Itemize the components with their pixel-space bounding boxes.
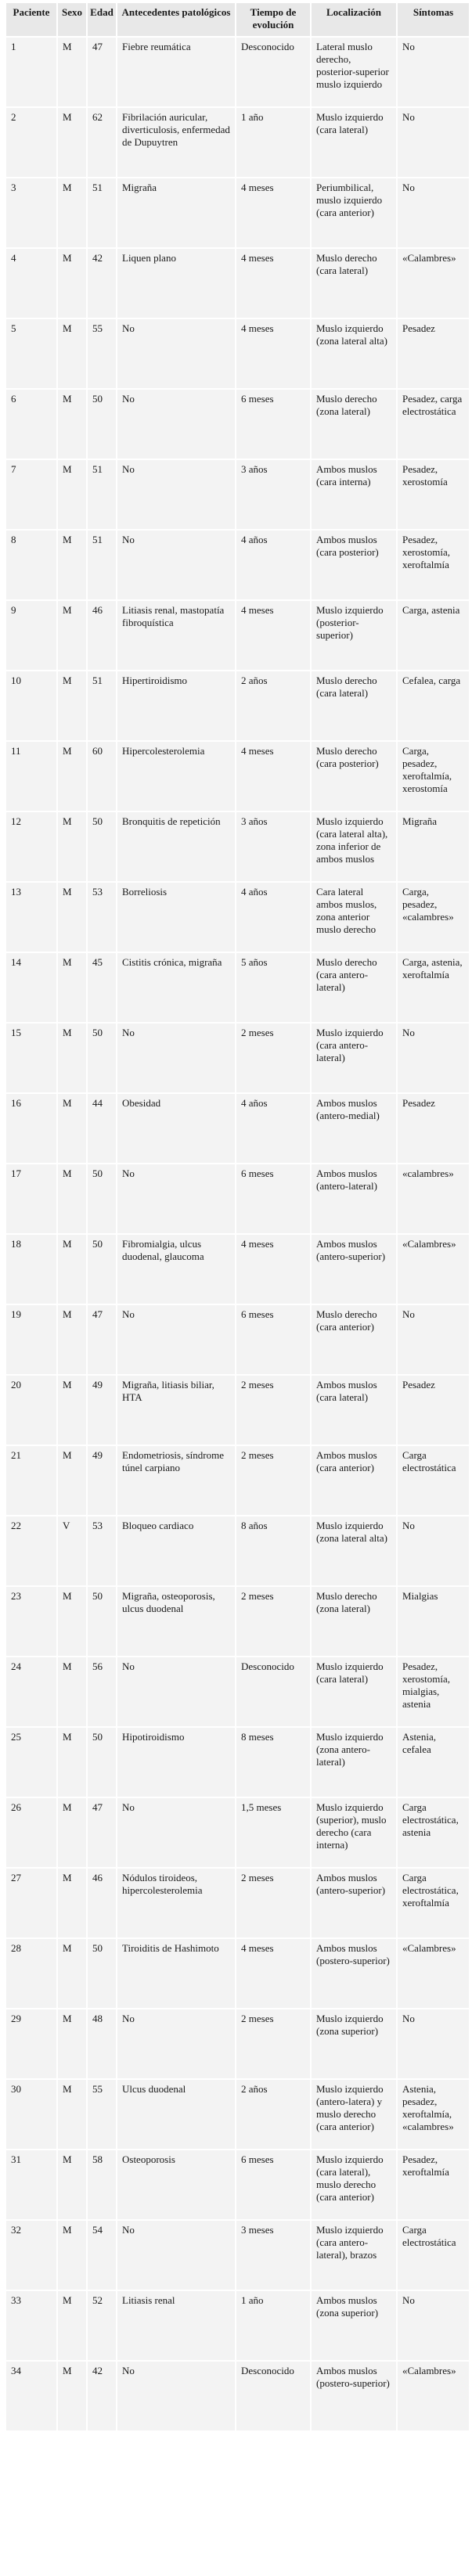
cell-evolution: 3 años xyxy=(236,460,310,529)
cell-sex: M xyxy=(58,108,86,177)
cell-patient: 17 xyxy=(6,1164,56,1233)
cell-age: 46 xyxy=(88,1869,116,1937)
header-symptoms: Síntomas xyxy=(398,3,469,36)
cell-patient: 8 xyxy=(6,531,56,599)
cell-history: Hipertiroidismo xyxy=(117,671,235,740)
cell-sex: M xyxy=(58,1939,86,2008)
cell-history: Fibrilación auricular, diverticulosis, enfermedad de Dupuytren xyxy=(117,108,235,177)
table-row xyxy=(6,460,469,529)
header-sex: Sexo xyxy=(58,3,86,36)
table-row xyxy=(6,2362,469,2430)
table-row xyxy=(6,1798,469,1867)
cell-symptoms: Carga, astenia, xeroftalmía xyxy=(398,953,469,1022)
cell-history: No xyxy=(117,2362,235,2430)
cell-sex: M xyxy=(58,249,86,318)
cell-symptoms: Astenia, pesadez, xeroftalmía, «calambres» xyxy=(398,2080,469,2149)
table-row xyxy=(6,601,469,670)
cell-patient: 25 xyxy=(6,1728,56,1797)
cell-sex: M xyxy=(58,601,86,670)
cell-patient: 1 xyxy=(6,38,56,106)
cell-evolution: 2 meses xyxy=(236,2009,310,2078)
cell-evolution: 8 años xyxy=(236,1516,310,1585)
cell-location: Muslo derecho (cara anterior) xyxy=(312,1305,396,1374)
cell-symptoms: No xyxy=(398,2291,469,2360)
cell-sex: M xyxy=(58,1798,86,1867)
cell-history: Bloqueo cardiaco xyxy=(117,1516,235,1585)
cell-symptoms: Carga electrostática xyxy=(398,2221,469,2290)
table-row xyxy=(6,2291,469,2360)
cell-symptoms: Migraña xyxy=(398,812,469,881)
cell-evolution: 6 meses xyxy=(236,1164,310,1233)
cell-location: Ambos muslos (antero-lateral) xyxy=(312,1164,396,1233)
cell-symptoms: «Calambres» xyxy=(398,1939,469,2008)
cell-symptoms: «calambres» xyxy=(398,1164,469,1233)
cell-symptoms: No xyxy=(398,2009,469,2078)
cell-symptoms: Cefalea, carga xyxy=(398,671,469,740)
cell-location: Muslo izquierdo (cara lateral) xyxy=(312,1657,396,1726)
cell-sex: M xyxy=(58,1869,86,1937)
cell-age: 55 xyxy=(88,2080,116,2149)
cell-location: Ambos muslos (cara posterior) xyxy=(312,531,396,599)
cell-history: Migraña xyxy=(117,178,235,247)
table-row xyxy=(6,108,469,177)
cell-age: 51 xyxy=(88,531,116,599)
cell-age: 48 xyxy=(88,2009,116,2078)
cell-evolution: 3 meses xyxy=(236,2221,310,2290)
cell-history: Nódulos tiroideos, hipercolesterolemia xyxy=(117,1869,235,1937)
cell-patient: 24 xyxy=(6,1657,56,1726)
cell-location: Muslo izquierdo (cara lateral) xyxy=(312,108,396,177)
cell-patient: 13 xyxy=(6,883,56,952)
cell-evolution: 8 meses xyxy=(236,1728,310,1797)
table-row xyxy=(6,249,469,318)
cell-sex: M xyxy=(58,531,86,599)
table-row xyxy=(6,178,469,247)
cell-evolution: 4 años xyxy=(236,531,310,599)
cell-sex: V xyxy=(58,1516,86,1585)
cell-sex: M xyxy=(58,178,86,247)
cell-history: No xyxy=(117,2009,235,2078)
cell-evolution: 6 meses xyxy=(236,390,310,459)
cell-age: 54 xyxy=(88,2221,116,2290)
table-row xyxy=(6,1094,469,1163)
cell-history: No xyxy=(117,319,235,388)
cell-symptoms: Pesadez, xerostomía, xeroftalmía xyxy=(398,531,469,599)
table-row xyxy=(6,1376,469,1445)
cell-history: No xyxy=(117,1164,235,1233)
cell-sex: M xyxy=(58,390,86,459)
cell-age: 47 xyxy=(88,1798,116,1867)
table-row xyxy=(6,1587,469,1656)
table-row xyxy=(6,1305,469,1374)
header-evolution: Tiempo de evolución xyxy=(236,3,310,36)
cell-location: Ambos muslos (postero-superior) xyxy=(312,1939,396,2008)
cell-location: Ambos muslos (antero-superior) xyxy=(312,1235,396,1304)
cell-history: No xyxy=(117,460,235,529)
cell-sex: M xyxy=(58,742,86,811)
table-row xyxy=(6,812,469,881)
cell-age: 50 xyxy=(88,1728,116,1797)
cell-sex: M xyxy=(58,1446,86,1515)
cell-sex: M xyxy=(58,1728,86,1797)
table-row xyxy=(6,2009,469,2078)
cell-location: Muslo izquierdo (cara antero-lateral), brazos xyxy=(312,2221,396,2290)
cell-age: 55 xyxy=(88,319,116,388)
cell-age: 52 xyxy=(88,2291,116,2360)
cell-patient: 15 xyxy=(6,1024,56,1092)
cell-history: Bronquitis de repetición xyxy=(117,812,235,881)
cell-history: No xyxy=(117,1657,235,1726)
header-row xyxy=(6,3,469,36)
header-age: Edad xyxy=(88,3,116,36)
cell-sex: M xyxy=(58,319,86,388)
cell-patient: 32 xyxy=(6,2221,56,2290)
cell-location: Lateral muslo derecho, posterior-superior muslo izquierdo xyxy=(312,38,396,106)
cell-symptoms: «Calambres» xyxy=(398,1235,469,1304)
cell-age: 46 xyxy=(88,601,116,670)
cell-evolution: 2 años xyxy=(236,2080,310,2149)
cell-age: 49 xyxy=(88,1446,116,1515)
cell-symptoms: Carga electrostática xyxy=(398,1446,469,1515)
cell-patient: 7 xyxy=(6,460,56,529)
cell-evolution: 2 meses xyxy=(236,1869,310,1937)
cell-patient: 29 xyxy=(6,2009,56,2078)
table-row xyxy=(6,2150,469,2219)
cell-history: Migraña, osteoporosis, ulcus duodenal xyxy=(117,1587,235,1656)
cell-evolution: 6 meses xyxy=(236,2150,310,2219)
cell-age: 58 xyxy=(88,2150,116,2219)
cell-symptoms: No xyxy=(398,38,469,106)
cell-location: Cara lateral ambos muslos, zona anterior muslo derecho xyxy=(312,883,396,952)
cell-patient: 6 xyxy=(6,390,56,459)
cell-location: Ambos muslos (zona superior) xyxy=(312,2291,396,2360)
cell-symptoms: Pesadez, carga electrostática xyxy=(398,390,469,459)
cell-location: Muslo derecho (cara lateral) xyxy=(312,249,396,318)
cell-sex: M xyxy=(58,1024,86,1092)
cell-sex: M xyxy=(58,2150,86,2219)
cell-patient: 4 xyxy=(6,249,56,318)
cell-sex: M xyxy=(58,38,86,106)
cell-evolution: 2 meses xyxy=(236,1376,310,1445)
cell-patient: 31 xyxy=(6,2150,56,2219)
cell-age: 50 xyxy=(88,1024,116,1092)
cell-age: 51 xyxy=(88,178,116,247)
cell-evolution: 4 meses xyxy=(236,1235,310,1304)
table-row xyxy=(6,1164,469,1233)
table-row xyxy=(6,671,469,740)
cell-history: No xyxy=(117,1305,235,1374)
cell-location: Muslo izquierdo (cara lateral), muslo derecho (cara anterior) xyxy=(312,2150,396,2219)
cell-history: Borreliosis xyxy=(117,883,235,952)
cell-history: Endometriosis, síndrome túnel carpiano xyxy=(117,1446,235,1515)
cell-symptoms: No xyxy=(398,108,469,177)
cell-sex: M xyxy=(58,671,86,740)
cell-age: 50 xyxy=(88,1939,116,2008)
cell-patient: 10 xyxy=(6,671,56,740)
cell-symptoms: Pesadez, xerostomía, mialgias, astenia xyxy=(398,1657,469,1726)
cell-patient: 30 xyxy=(6,2080,56,2149)
cell-sex: M xyxy=(58,1094,86,1163)
cell-age: 53 xyxy=(88,883,116,952)
cell-history: Hipotiroidismo xyxy=(117,1728,235,1797)
cell-patient: 23 xyxy=(6,1587,56,1656)
header-location: Localización xyxy=(312,3,396,36)
cell-patient: 34 xyxy=(6,2362,56,2430)
table-row xyxy=(6,742,469,811)
cell-location: Ambos muslos (antero-superior) xyxy=(312,1869,396,1937)
cell-evolution: 2 meses xyxy=(236,1024,310,1092)
cell-age: 60 xyxy=(88,742,116,811)
cell-evolution: Desconocido xyxy=(236,38,310,106)
cell-sex: M xyxy=(58,1587,86,1656)
cell-symptoms: Pesadez xyxy=(398,1376,469,1445)
cell-evolution: 2 meses xyxy=(236,1446,310,1515)
cell-age: 45 xyxy=(88,953,116,1022)
table-row xyxy=(6,1728,469,1797)
cell-symptoms: No xyxy=(398,1516,469,1585)
cell-sex: M xyxy=(58,2009,86,2078)
cell-age: 42 xyxy=(88,2362,116,2430)
cell-patient: 18 xyxy=(6,1235,56,1304)
cell-evolution: 4 meses xyxy=(236,249,310,318)
cell-symptoms: Carga, astenia xyxy=(398,601,469,670)
cell-symptoms: Carga, pesadez, «calambres» xyxy=(398,883,469,952)
cell-location: Ambos muslos (cara lateral) xyxy=(312,1376,396,1445)
cell-location: Muslo izquierdo (antero-latera) y muslo derecho (cara anterior) xyxy=(312,2080,396,2149)
cell-sex: M xyxy=(58,953,86,1022)
cell-age: 47 xyxy=(88,38,116,106)
cell-symptoms: Pesadez xyxy=(398,1094,469,1163)
cell-location: Muslo derecho (cara antero-lateral) xyxy=(312,953,396,1022)
cell-patient: 19 xyxy=(6,1305,56,1374)
cell-patient: 14 xyxy=(6,953,56,1022)
cell-location: Muslo izquierdo (superior), muslo derecho (cara interna) xyxy=(312,1798,396,1867)
cell-location: Ambos muslos (cara interna) xyxy=(312,460,396,529)
cell-evolution: 4 años xyxy=(236,883,310,952)
cell-evolution: 6 meses xyxy=(236,1305,310,1374)
cell-history: Ulcus duodenal xyxy=(117,2080,235,2149)
cell-age: 50 xyxy=(88,812,116,881)
cell-location: Muslo izquierdo (zona superior) xyxy=(312,2009,396,2078)
cell-evolution: 1 año xyxy=(236,108,310,177)
cell-symptoms: No xyxy=(398,1305,469,1374)
cell-sex: M xyxy=(58,2291,86,2360)
cell-patient: 3 xyxy=(6,178,56,247)
cell-location: Muslo derecho (cara lateral) xyxy=(312,671,396,740)
cell-sex: M xyxy=(58,1376,86,1445)
table-row xyxy=(6,1939,469,2008)
cell-sex: M xyxy=(58,2080,86,2149)
cell-patient: 27 xyxy=(6,1869,56,1937)
cell-sex: M xyxy=(58,1305,86,1374)
table-body xyxy=(6,38,469,2430)
cell-symptoms: Pesadez, xeroftalmía xyxy=(398,2150,469,2219)
cell-evolution: 4 meses xyxy=(236,601,310,670)
header-history: Antecedentes patológicos xyxy=(117,3,235,36)
cell-evolution: 1,5 meses xyxy=(236,1798,310,1867)
cell-sex: M xyxy=(58,2362,86,2430)
table-row xyxy=(6,1516,469,1585)
cell-age: 44 xyxy=(88,1094,116,1163)
cell-sex: M xyxy=(58,812,86,881)
cell-age: 51 xyxy=(88,460,116,529)
cell-history: No xyxy=(117,531,235,599)
cell-history: No xyxy=(117,390,235,459)
cell-age: 50 xyxy=(88,390,116,459)
cell-age: 47 xyxy=(88,1305,116,1374)
cell-location: Muslo izquierdo (zona lateral alta) xyxy=(312,319,396,388)
cell-history: Liquen plano xyxy=(117,249,235,318)
table-row xyxy=(6,1024,469,1092)
cell-evolution: 2 meses xyxy=(236,1587,310,1656)
cell-age: 56 xyxy=(88,1657,116,1726)
cell-age: 51 xyxy=(88,671,116,740)
cell-location: Ambos muslos (cara anterior) xyxy=(312,1446,396,1515)
cell-age: 53 xyxy=(88,1516,116,1585)
cell-age: 50 xyxy=(88,1164,116,1233)
cell-evolution: 4 años xyxy=(236,1094,310,1163)
table-row xyxy=(6,953,469,1022)
cell-symptoms: No xyxy=(398,178,469,247)
cell-symptoms: Pesadez, xerostomía xyxy=(398,460,469,529)
cell-location: Muslo izquierdo (cara lateral alta), zona inferior de ambos muslos xyxy=(312,812,396,881)
cell-patient: 21 xyxy=(6,1446,56,1515)
cell-evolution: 2 años xyxy=(236,671,310,740)
cell-symptoms: No xyxy=(398,1024,469,1092)
cell-age: 50 xyxy=(88,1235,116,1304)
cell-age: 50 xyxy=(88,1587,116,1656)
cell-location: Muslo izquierdo (zona lateral alta) xyxy=(312,1516,396,1585)
cell-history: Hipercolesterolemia xyxy=(117,742,235,811)
cell-location: Ambos muslos (antero-medial) xyxy=(312,1094,396,1163)
cell-sex: M xyxy=(58,1164,86,1233)
table-row xyxy=(6,319,469,388)
table-row xyxy=(6,2080,469,2149)
cell-location: Muslo izquierdo (posterior-superior) xyxy=(312,601,396,670)
cell-patient: 12 xyxy=(6,812,56,881)
cell-sex: M xyxy=(58,883,86,952)
cell-patient: 20 xyxy=(6,1376,56,1445)
cell-evolution: 5 años xyxy=(236,953,310,1022)
cell-history: Fibromialgia, ulcus duodenal, glaucoma xyxy=(117,1235,235,1304)
table-row xyxy=(6,1869,469,1937)
cell-history: Tiroiditis de Hashimoto xyxy=(117,1939,235,2008)
cell-history: Osteoporosis xyxy=(117,2150,235,2219)
cell-sex: M xyxy=(58,460,86,529)
table-row xyxy=(6,390,469,459)
table-header xyxy=(6,3,469,36)
cell-sex: M xyxy=(58,1657,86,1726)
cell-symptoms: «Calambres» xyxy=(398,249,469,318)
cell-evolution: Desconocido xyxy=(236,1657,310,1726)
cell-evolution: 4 meses xyxy=(236,742,310,811)
cell-sex: M xyxy=(58,1235,86,1304)
cell-location: Muslo izquierdo (cara antero-lateral) xyxy=(312,1024,396,1092)
cell-patient: 26 xyxy=(6,1798,56,1867)
cell-sex: M xyxy=(58,2221,86,2290)
cell-history: No xyxy=(117,1798,235,1867)
cell-patient: 22 xyxy=(6,1516,56,1585)
cell-history: No xyxy=(117,1024,235,1092)
table-row xyxy=(6,1235,469,1304)
cell-history: Cistitis crónica, migraña xyxy=(117,953,235,1022)
cell-patient: 16 xyxy=(6,1094,56,1163)
cell-symptoms: Carga electrostática, xeroftalmía xyxy=(398,1869,469,1937)
cell-patient: 2 xyxy=(6,108,56,177)
cell-patient: 28 xyxy=(6,1939,56,2008)
cell-patient: 5 xyxy=(6,319,56,388)
cell-symptoms: Astenia, cefalea xyxy=(398,1728,469,1797)
cell-history: Migraña, litiasis biliar, HTA xyxy=(117,1376,235,1445)
cell-symptoms: Carga electrostática, astenia xyxy=(398,1798,469,1867)
cell-age: 42 xyxy=(88,249,116,318)
cell-location: Muslo izquierdo (zona antero-lateral) xyxy=(312,1728,396,1797)
cell-location: Muslo derecho (zona lateral) xyxy=(312,390,396,459)
header-patient: Paciente xyxy=(6,3,56,36)
cell-patient: 9 xyxy=(6,601,56,670)
table-row xyxy=(6,531,469,599)
table-row xyxy=(6,2221,469,2290)
cell-history: Obesidad xyxy=(117,1094,235,1163)
cell-symptoms: Pesadez xyxy=(398,319,469,388)
cell-patient: 33 xyxy=(6,2291,56,2360)
cell-age: 62 xyxy=(88,108,116,177)
patients-table xyxy=(5,2,470,2432)
cell-location: Periumbilical, muslo izquierdo (cara anterior) xyxy=(312,178,396,247)
cell-symptoms: «Calambres» xyxy=(398,2362,469,2430)
cell-evolution: 3 años xyxy=(236,812,310,881)
table-row xyxy=(6,1657,469,1726)
cell-history: Litiasis renal, mastopatía fibroquística xyxy=(117,601,235,670)
cell-patient: 11 xyxy=(6,742,56,811)
cell-symptoms: Carga, pesadez, xeroftalmía, xerostomía xyxy=(398,742,469,811)
table-row xyxy=(6,883,469,952)
cell-location: Muslo derecho (cara posterior) xyxy=(312,742,396,811)
cell-evolution: 4 meses xyxy=(236,319,310,388)
cell-evolution: 1 año xyxy=(236,2291,310,2360)
table-row xyxy=(6,1446,469,1515)
cell-evolution: 4 meses xyxy=(236,1939,310,2008)
cell-symptoms: Mialgias xyxy=(398,1587,469,1656)
cell-evolution: Desconocido xyxy=(236,2362,310,2430)
cell-age: 49 xyxy=(88,1376,116,1445)
table-row xyxy=(6,38,469,106)
cell-location: Muslo derecho (zona lateral) xyxy=(312,1587,396,1656)
cell-history: Fiebre reumática xyxy=(117,38,235,106)
cell-history: Litiasis renal xyxy=(117,2291,235,2360)
cell-location: Ambos muslos (postero-superior) xyxy=(312,2362,396,2430)
cell-evolution: 4 meses xyxy=(236,178,310,247)
cell-history: No xyxy=(117,2221,235,2290)
